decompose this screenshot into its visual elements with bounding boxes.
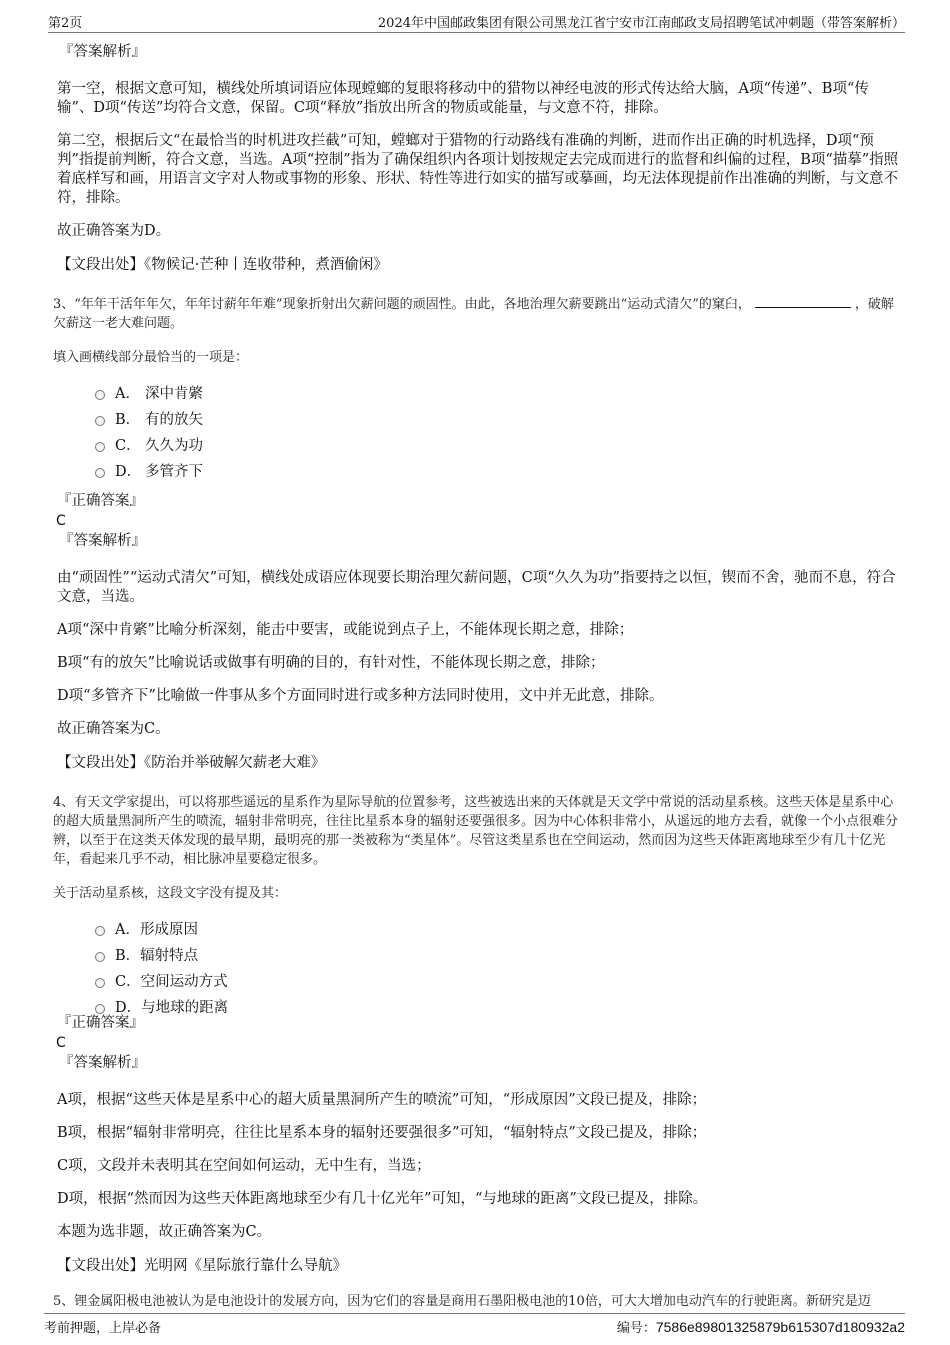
option-a[interactable]: A．形成原因 — [95, 917, 905, 943]
page-content — [53, 42, 905, 1311]
correct-answer-label: 『正确答案』 — [57, 493, 144, 509]
radio-icon[interactable] — [95, 978, 105, 988]
question-4-options — [95, 917, 905, 1021]
analysis-paragraph: 故正确答案为D。 — [57, 223, 171, 239]
footer-slogan: 考前押题，上岸必备 — [44, 1321, 162, 1336]
option-c[interactable]: C．空间运动方式 — [95, 969, 905, 995]
analysis-paragraph: A项，根据“这些天体是星系中心的超大质量黑洞所产生的喷流”可知，“形成原因”文段已提及，排除； — [57, 1092, 707, 1108]
document-title: 2024年中国邮政集团有限公司黑龙江省宁安市江南邮政支局招聘笔试冲刺题（带答案解析） — [377, 16, 905, 31]
option-d[interactable]: D． 多管齐下 — [95, 459, 905, 485]
question-5-stem: 5、锂金属阳极电池被认为是电池设计的发展方向，因为它们的容量是商用石墨阳极电池的10倍，可大大增加电动汽车的行驶距离。新研究是迈 — [53, 1294, 871, 1309]
analysis-label: 『答案解析』 — [59, 1055, 146, 1071]
question-3-stem: 3、“年年干活年年欠，年年讨薪年年难”现象折射出欠薪问题的顽固性。由此，各地治理欠薪要跳出“运动式清欠”的窠臼， ，破解欠薪这一老大难问题。 — [53, 297, 894, 331]
analysis-paragraph: 由“顽固性”“运动式清欠”可知，横线处成语应体现要长期治理欠薪问题，C项“久久为功”指要持之以恒，锲而不舍，驰而不息，符合文意，当选。 — [57, 570, 896, 605]
analysis-label: 『答案解析』 — [59, 44, 146, 60]
question-3-instruction: 填入画横线部分最恰当的一项是： — [53, 350, 249, 365]
radio-icon[interactable] — [95, 390, 105, 400]
source-citation: 【文段出处】《物候记·芒种丨连收带种，煮酒偷闲》 — [57, 257, 388, 273]
radio-icon[interactable] — [95, 952, 105, 962]
document-code: 编号：7586e89801325879b615307d180932a2 — [616, 1319, 905, 1336]
analysis-paragraph: B项，根据“辐射非常明亮，往往比星系本身的辐射还要强很多”可知，“辐射特点”文段已提及，排除； — [57, 1125, 707, 1141]
question-4-instruction: 关于活动星系核，这段文字没有提及其： — [53, 886, 288, 901]
radio-icon[interactable] — [95, 1004, 105, 1014]
analysis-paragraph: 故正确答案为C。 — [57, 721, 170, 737]
correct-answer-value: C — [56, 1035, 66, 1051]
analysis-paragraph: C项，文段并未表明其在空间如何运动，无中生有，当选； — [57, 1158, 431, 1174]
fill-blank — [755, 295, 851, 308]
option-d[interactable]: D．与地球的距离 — [95, 995, 905, 1021]
analysis-paragraph: D项“多管齐下”比喻做一件事从多个方面同时进行或多种方法同时使用，文中并无此意，排除。 — [57, 688, 664, 704]
option-b[interactable]: B． 有的放矢 — [95, 407, 905, 433]
option-b[interactable]: B．辐射特点 — [95, 943, 905, 969]
radio-icon[interactable] — [95, 926, 105, 936]
radio-icon[interactable] — [95, 442, 105, 452]
analysis-paragraph: D项，根据“然而因为这些天体距离地球至少有几十亿光年”可知，“与地球的距离”文段已提及，排除。 — [57, 1191, 708, 1207]
page-footer — [44, 1313, 905, 1336]
analysis-label: 『答案解析』 — [59, 533, 146, 549]
radio-icon[interactable] — [95, 468, 105, 478]
correct-answer-value: C — [56, 513, 66, 529]
analysis-paragraph: 本题为选非题，故正确答案为C。 — [57, 1224, 272, 1240]
radio-icon[interactable] — [95, 416, 105, 426]
page-header — [48, 10, 905, 33]
question-3-options — [95, 381, 905, 485]
analysis-paragraph: B项“有的放矢”比喻说话或做事有明确的目的，有针对性，不能体现长期之意，排除； — [57, 655, 605, 671]
analysis-paragraph: 第二空，根据后文“在最恰当的时机进攻拦截”可知，螳螂对于猎物的行动路线有准确的判断，进而作出正确的时机选择，D项“预判”指提前判断，符合文意，当选。A项“控制”指为了确保组织内各项计划按规定去完成而进行的监督和纠偏的过程，B项“描摹”指照着底样写和画，用语言文字对人物或事物的形象、形状、特性等进行如实的描写或摹画，均无法体现提前作出准确的判断，与文意不符，排除。 — [57, 133, 899, 206]
option-a[interactable]: A． 深中肯綮 — [95, 381, 905, 407]
question-4-stem: 4、有天文学家提出，可以将那些遥远的星系作为星际导航的位置参考，这些被选出来的天体就是天文学中常说的活动星系核。这些天体是星系中心的超大质量黑洞所产生的喷流，辐射非常明亮，往往比星系本身的辐射还要强很多。因为中心体积非常小，从遥远的地方去看，就像一个小点很难分辨，以至于在这类天体发现的最早期，最明亮的那一类被称为“类星体”。尽管这类星系也在空间运动，然而因为这些天体距离地球至少有几十亿光年，看起来几乎不动，相比脉冲星要稳定很多。 — [53, 795, 899, 867]
analysis-paragraph: A项“深中肯綮”比喻分析深刻，能击中要害，或能说到点子上，不能体现长期之意，排除； — [57, 622, 634, 638]
source-citation: 【文段出处】《防治并举破解欠薪老大难》 — [57, 755, 326, 771]
analysis-paragraph: 第一空，根据文意可知，横线处所填词语应体现螳螂的复眼将移动中的猎物以神经电波的形式传达给大脑，A项“传递”、B项“传输”、D项“传送”均符合文意，保留。C项“释放”指放出所含的物质或能量，与文意不符，排除。 — [57, 81, 869, 116]
correct-answer-label: 『正确答案』 — [57, 1015, 144, 1031]
source-citation: 【文段出处】光明网《星际旅行靠什么导航》 — [57, 1258, 347, 1274]
option-c[interactable]: C． 久久为功 — [95, 433, 905, 459]
page-number: 第2页 — [48, 16, 83, 31]
